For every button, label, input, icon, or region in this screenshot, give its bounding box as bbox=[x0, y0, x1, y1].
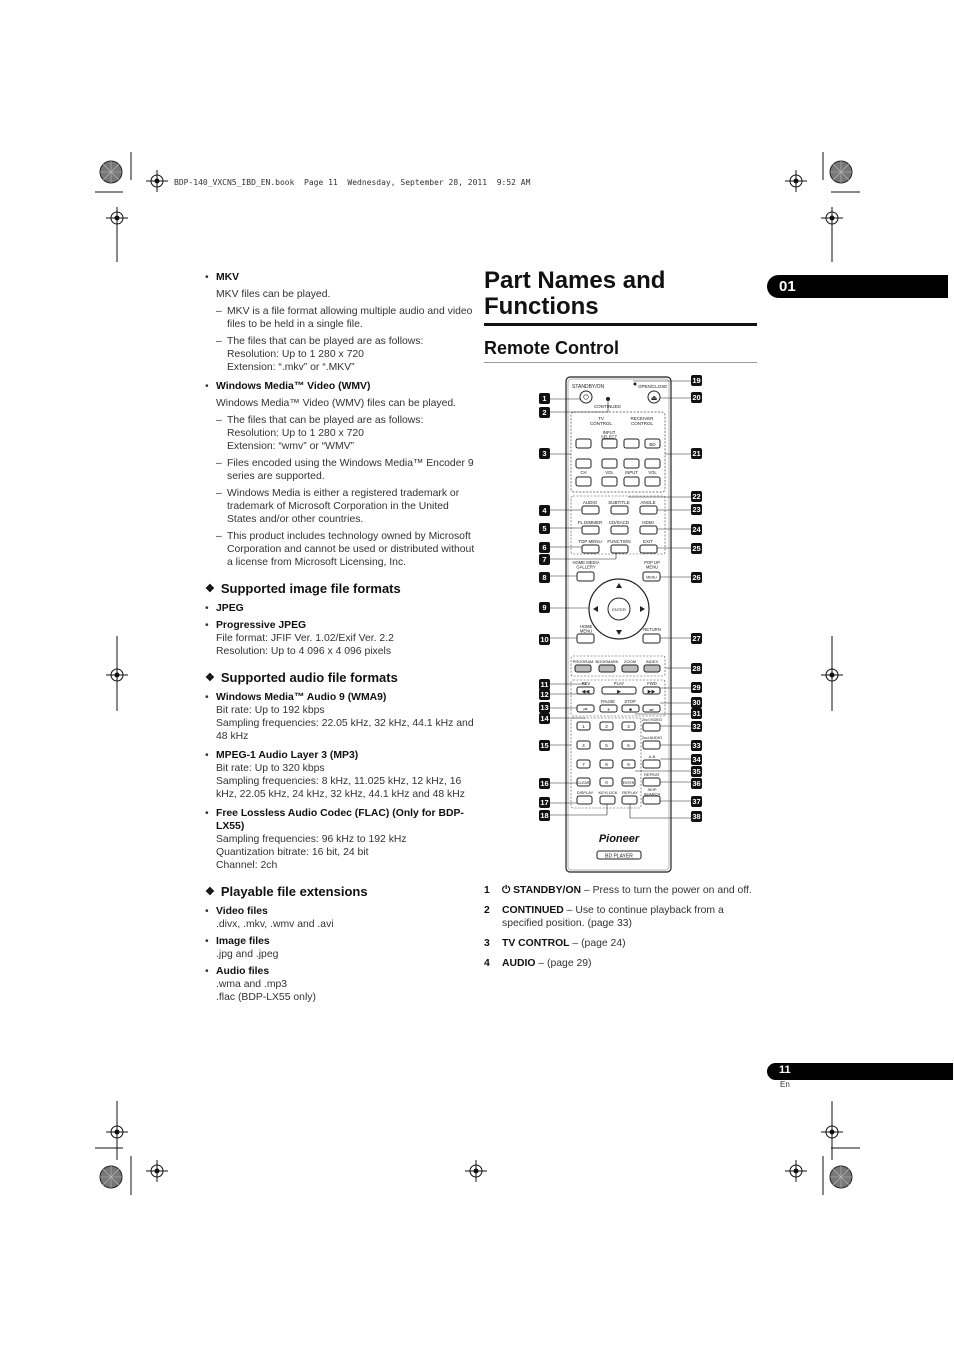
callout-badge-10: 10 bbox=[540, 635, 549, 644]
image-formats-heading: Supported image file formats bbox=[220, 581, 401, 596]
wmv-item-4: This product includes technology owned by Microsoft Corporation and cannot be used or distributed without a license from Microsoft Licensing, Inc. bbox=[227, 531, 475, 568]
callout-badge-33: 33 bbox=[692, 741, 701, 750]
callout-badge-27: 27 bbox=[692, 634, 701, 643]
callout-badge-1: 1 bbox=[539, 393, 550, 404]
label-2nd-video: 2nd VIDEO bbox=[641, 717, 663, 722]
callout-badge-17: 17 bbox=[540, 798, 549, 807]
callout-badge-5: 5 bbox=[539, 523, 550, 534]
label-rev: REV bbox=[581, 681, 591, 686]
ab-button bbox=[643, 760, 660, 768]
wmv-item-2: Files encoded using the Windows Media™ Encoder 9 series are supported. bbox=[227, 458, 474, 482]
callout-badge-34: 34 bbox=[692, 755, 701, 764]
label-program: PROGRAM bbox=[572, 659, 594, 664]
callout-badge-28: 28 bbox=[692, 664, 701, 673]
image-files-title: Image files bbox=[216, 936, 270, 947]
index-button bbox=[644, 665, 660, 672]
label-tv-control: TV CONTROL bbox=[589, 416, 613, 426]
desc-term-continued: CONTINUED bbox=[502, 905, 564, 916]
key-label-5: 5 bbox=[605, 743, 608, 748]
callout-badge-38: 38 bbox=[692, 812, 701, 821]
label-enter-small: ENTER bbox=[622, 781, 635, 785]
label-function: FUNCTION bbox=[607, 539, 631, 544]
key-label-9: 9 bbox=[627, 762, 630, 767]
display-button bbox=[577, 796, 592, 804]
skip-search-button bbox=[643, 796, 660, 804]
label-audio: AUDIO bbox=[582, 500, 598, 505]
label-continued: CONTINUED bbox=[594, 404, 621, 409]
label-top-menu: TOP MENU bbox=[578, 539, 602, 544]
wmv-title: Windows Media™ Video (WMV) bbox=[216, 381, 371, 392]
bookmark-button bbox=[599, 665, 615, 672]
label-cd-sacd: CD/SACD bbox=[608, 520, 630, 525]
replay-button bbox=[622, 796, 637, 804]
model-label: BD PLAYER bbox=[605, 853, 633, 860]
keylock-button bbox=[600, 796, 615, 804]
callout-badge-35: 35 bbox=[692, 767, 701, 776]
audio-files-title: Audio files bbox=[216, 966, 270, 977]
fl-dimmer-button bbox=[582, 526, 599, 534]
label-repeat: REPEAT bbox=[644, 772, 660, 777]
callout-badge-15: 15 bbox=[540, 741, 549, 750]
print-header-line: BDP-140_VXCN5_IBD_EN.book Page 11 Wednesday, September 28, 2011 9:52 AM bbox=[174, 178, 531, 187]
label-bookmark: BOOKMARK bbox=[595, 659, 619, 664]
desc-number: 1 bbox=[484, 885, 490, 896]
label-enter: ENTER bbox=[612, 607, 626, 612]
receiver-vol-down-button bbox=[645, 477, 660, 486]
home-media-gallery-button bbox=[577, 572, 594, 581]
callout-badge-14: 14 bbox=[540, 714, 549, 723]
return-button bbox=[643, 634, 660, 643]
callout-badge-32: 32 bbox=[692, 722, 701, 731]
callout-badge-19: 19 bbox=[692, 376, 701, 385]
wma9-text: Bit rate: Up to 192 kbps Sampling frequencies: 22.05 kHz, 32 kHz, 44.1 kHz and 48 kHz bbox=[216, 705, 474, 742]
label-home-menu: HOME MENU bbox=[579, 624, 593, 634]
label-open-close: OPEN/CLOSE bbox=[638, 384, 668, 389]
label-subtitle: SUBTITLE bbox=[608, 500, 630, 505]
receiver-input-down-button bbox=[624, 477, 639, 486]
callout-badge-8: 8 bbox=[539, 572, 550, 583]
repeat-button bbox=[643, 778, 660, 786]
wma9-title: Windows Media™ Audio 9 (WMA9) bbox=[216, 692, 387, 703]
pause-icon: ⏸ bbox=[607, 707, 610, 712]
label-display: DISPLAY bbox=[576, 790, 594, 795]
2nd-video-button bbox=[643, 723, 660, 731]
label-angle: ANGLE bbox=[640, 500, 656, 505]
desc-term-audio: AUDIO bbox=[502, 958, 536, 969]
desc-text-standby: – Press to turn the power on and off. bbox=[581, 885, 752, 896]
label-zoom: ZOOM bbox=[624, 659, 636, 664]
label-input-select: INPUT SELECT bbox=[600, 430, 618, 440]
label-hdmi: HDMI bbox=[642, 520, 654, 525]
label-play: PLAY bbox=[613, 681, 625, 686]
label-vol-receiver: VOL bbox=[648, 470, 657, 475]
section-rule bbox=[484, 362, 757, 363]
receiver-vol-up-button bbox=[645, 459, 660, 468]
mkv-title: MKV bbox=[216, 272, 240, 283]
wmv-item-1: The files that can be played are as follows: Resolution: Up to 1 280 x 720 Extension: “wmv” or “WMV” bbox=[227, 415, 424, 452]
callout-badge-18: 18 bbox=[540, 811, 549, 820]
callout-badge-22: 22 bbox=[692, 492, 701, 501]
cd-sacd-button bbox=[611, 526, 628, 534]
pjpeg-text: File format: JFIF Ver. 1.02/Exif Ver. 2.2 Resolution: Up to 4 096 x 4 096 pixels bbox=[216, 633, 394, 657]
label-fl-dimmer: FL DIMMER bbox=[577, 520, 603, 525]
tv-vol-down-button bbox=[602, 477, 617, 486]
key-label-1: 1 bbox=[582, 724, 585, 729]
exit-button bbox=[640, 545, 657, 553]
extensions-heading: Playable file extensions bbox=[220, 884, 368, 899]
chapter-tab: 01 bbox=[767, 275, 948, 298]
key-label-0: 0 bbox=[605, 780, 608, 785]
label-home-media-gallery: HOME MEDIA GALLERY bbox=[572, 560, 600, 570]
video-files-title: Video files bbox=[216, 906, 268, 917]
mkv-item-2: The files that can be played are as follows: Resolution: Up to 1 280 x 720 Extension: “.mkv” or “.MKV” bbox=[227, 336, 424, 373]
callout-badge-2: 2 bbox=[539, 407, 550, 418]
callout-badge-23: 23 bbox=[692, 505, 701, 514]
mp3-text: Bit rate: Up to 320 kbps Sampling frequencies: 8 kHz, 11.025 kHz, 12 kHz, 16 kHz, 22.05 kHz, 24 kHz, 32 kHz, 44.1 kHz and 48 kHz bbox=[216, 763, 465, 800]
label-2nd-audio: 2nd AUDIO bbox=[641, 735, 663, 740]
callout-badge-26: 26 bbox=[692, 573, 701, 582]
callout-badge-4: 4 bbox=[539, 505, 550, 516]
wmv-text: Windows Media™ Video (WMV) files can be played. bbox=[216, 398, 457, 409]
diamond-icon: ❖ bbox=[205, 583, 215, 595]
diamond-icon: ❖ bbox=[205, 886, 215, 898]
label-pause: PAUSE bbox=[601, 699, 615, 704]
tv-power-button bbox=[576, 439, 591, 448]
rewind-icon: ◀◀ bbox=[581, 689, 590, 695]
callout-badge-24: 24 bbox=[692, 525, 701, 534]
fast-forward-icon: ▶▶ bbox=[647, 689, 656, 695]
key-label-8: 8 bbox=[605, 762, 608, 767]
top-menu-button bbox=[582, 545, 599, 553]
page-number: 11 bbox=[767, 1063, 953, 1080]
label-standby: STANDBY/ON bbox=[572, 384, 605, 390]
label-fwd: FWD bbox=[647, 681, 657, 686]
key-label-3: 3 bbox=[627, 724, 630, 729]
subtitle-button bbox=[611, 506, 628, 514]
desc-number: 4 bbox=[484, 958, 490, 969]
home-menu-button bbox=[577, 634, 594, 643]
callout-badge-9: 9 bbox=[539, 602, 550, 613]
receiver-power-button bbox=[624, 439, 639, 448]
label-replay: REPLAY bbox=[622, 790, 638, 795]
mp3-title: MPEG-1 Audio Layer 3 (MP3) bbox=[216, 750, 359, 761]
flac-title: Free Lossless Audio Codec (FLAC) (Only for BDP-LX55) bbox=[216, 808, 464, 832]
desc-term-tv-control: TV CONTROL bbox=[502, 938, 570, 949]
program-button bbox=[575, 665, 591, 672]
title-rule bbox=[484, 323, 757, 326]
label-ch: CH bbox=[580, 470, 587, 475]
tv-vol-up-button bbox=[602, 459, 617, 468]
svg-text:⏏: ⏏ bbox=[650, 395, 658, 402]
callout-badge-21: 21 bbox=[692, 449, 701, 458]
page-title: Part Names and Functions bbox=[484, 267, 666, 320]
label-receiver-control: RECEIVER CONTROL bbox=[630, 416, 654, 426]
callout-badge-36: 36 bbox=[692, 779, 701, 788]
label-return: RETURN bbox=[643, 627, 661, 632]
wmv-item-3: Windows Media is either a registered trademark or trademark of Microsoft Corporation in the United States and/or other countries. bbox=[227, 488, 460, 525]
key-label-7: 7 bbox=[582, 762, 585, 767]
label-menu: MENU bbox=[646, 575, 657, 580]
callout-badge-11: 11 bbox=[540, 680, 549, 689]
label-popup-menu: POP UP MENU bbox=[644, 560, 660, 570]
label-keylock: KEYLOCK bbox=[598, 790, 618, 795]
audio-files-text: .wma and .mp3 .flac (BDP-LX55 only) bbox=[216, 979, 316, 1003]
function-button bbox=[611, 545, 628, 553]
callout-badge-13: 13 bbox=[540, 703, 549, 712]
section-title: Remote Control bbox=[484, 338, 619, 358]
callout-badge-3: 3 bbox=[539, 448, 550, 459]
mkv-text: MKV files can be played. bbox=[216, 289, 331, 300]
audio-formats-heading: Supported audio file formats bbox=[220, 670, 398, 685]
zoom-button bbox=[622, 665, 638, 672]
flac-text: Sampling frequencies: 96 kHz to 192 kHz Quantization bitrate: 16 bit, 24 bit Channel: 2ch bbox=[216, 834, 407, 871]
key-label-2: 2 bbox=[605, 724, 608, 729]
image-files-text: .jpg and .jpeg bbox=[216, 949, 279, 960]
ch-up-button bbox=[576, 459, 591, 468]
receiver-input-up-button bbox=[624, 459, 639, 468]
callout-badge-12: 12 bbox=[540, 690, 549, 699]
video-files-text: .divx, .mkv, .wmv and .avi bbox=[216, 919, 334, 930]
jpeg-title: JPEG bbox=[216, 603, 244, 614]
audio-button bbox=[582, 506, 599, 514]
angle-button bbox=[640, 506, 657, 514]
skip-back-icon: ⏮ bbox=[583, 707, 588, 712]
mkv-item-1: MKV is a file format allowing multiple audio and video files to be held in a single file. bbox=[227, 306, 473, 330]
desc-text-audio: – (page 29) bbox=[535, 958, 592, 969]
callout-badge-6: 6 bbox=[539, 542, 550, 553]
label-vol-tv: VOL bbox=[605, 470, 614, 475]
desc-text-tv-control: – (page 24) bbox=[569, 938, 626, 949]
callout-badge-16: 16 bbox=[540, 779, 549, 788]
skip-forward-icon: ⏭ bbox=[649, 707, 654, 712]
label-skip-search: SKIP SEARCH bbox=[643, 787, 661, 797]
label-stop: STOP bbox=[624, 699, 636, 704]
label-bd: BD bbox=[649, 442, 656, 447]
label-exit: EXIT bbox=[642, 539, 654, 544]
callout-badge-7: 7 bbox=[539, 554, 550, 565]
callout-badge-30: 30 bbox=[692, 698, 701, 707]
label-input: INPUT bbox=[625, 470, 638, 475]
callout-badge-25: 25 bbox=[692, 544, 701, 553]
label-index: INDEX bbox=[645, 659, 659, 664]
page-language: En bbox=[780, 1080, 790, 1089]
desc-term-standby: ⏻ STANDBY/ON bbox=[502, 885, 582, 896]
brand-logo: Pioneer bbox=[598, 833, 640, 845]
key-label-4: 4 bbox=[582, 743, 585, 748]
label-clear: CLEAR bbox=[577, 781, 590, 785]
callout-badge-29: 29 bbox=[692, 683, 701, 692]
callout-badge-31: 31 bbox=[692, 709, 701, 718]
ch-down-button bbox=[576, 477, 591, 486]
left-column: • MKV MKV files can be played. – MKV is a file format allowing multiple audio and video files to be held in a single file. – The files that can be played are as follows: Resolution: Up to 1 280 x 720 Extension: “.mkv” or “.MKV” • Windows Media™ Video (WMV) Windows Media™ Video (WMV) files can be played. – The files that can be played are as follows: Resolution: Up to 1 280 x 720 Extension: “wmv” or “WMV” – Files encoded using the Windows Media™ Encoder 9 series are supported. – Windows Media is either a registered trademark or trademark of Microsoft Corporation in the United States and/or other countries. – This product includes technology owned by Microsoft Corporation and cannot be used or distributed without a license from Microsoft Licensing, Inc. ❖ Supported image file formats • JPEG • Progressive JPEG File format: JFIF Ver. 1.02/Exif Ver. 2.2 Resolution: Up to 4 096 x 4 096 pixels ❖ Supported audio file formats • Windows Media™ Audio 9 (WMA9) Bit rate: Up to 192 kbps Sampling frequencies: 22.05 kHz, 32 kHz, 44.1 kHz and 48 kHz • MPEG-1 Audio Layer 3 (MP3) Bit rate: Up to 320 kbps Sampling frequencies: 8 kHz, 11.025 kHz, 12 kHz, 16 kHz, 22.05 kHz, 24 kHz, 32 kHz, 44.1 kHz and 48 kHz • Free Lossless Audio Codec (FLAC) (Only for BDP-LX55) Sampling frequencies: 96 kHz to 192 kHz Quantization bitrate: 16 bit, 24 bit Channel: 2ch ❖ Playable file extensions • Video files .divx, .mkv, .wmv and .avi • Image files .jpg and .jpeg • Audio files .wma and .mp3 .flac (BDP-LX55 only) bbox=[205, 272, 475, 1003]
pjpeg-title: Progressive JPEG bbox=[216, 620, 307, 631]
key-label-6: 6 bbox=[627, 743, 630, 748]
label-ab: A-B bbox=[648, 754, 656, 759]
hdmi-button bbox=[640, 526, 657, 534]
desc-number: 2 bbox=[484, 905, 490, 916]
svg-text:⏻: ⏻ bbox=[583, 394, 589, 402]
play-icon: ▶ bbox=[617, 689, 621, 695]
remote-control-diagram bbox=[530, 372, 710, 882]
callout-badge-37: 37 bbox=[692, 797, 701, 806]
desc-text-continued: – Use to continue playback from a specified position. (page 33) bbox=[502, 905, 724, 929]
callout-badge-20: 20 bbox=[692, 393, 701, 402]
desc-number: 3 bbox=[484, 938, 490, 949]
diamond-icon: ❖ bbox=[205, 672, 215, 684]
continued-button bbox=[606, 397, 610, 401]
2nd-audio-button bbox=[643, 741, 660, 749]
tv-input-button bbox=[602, 439, 617, 448]
stop-icon: ■ bbox=[629, 707, 632, 712]
remote-descriptions bbox=[484, 884, 759, 977]
